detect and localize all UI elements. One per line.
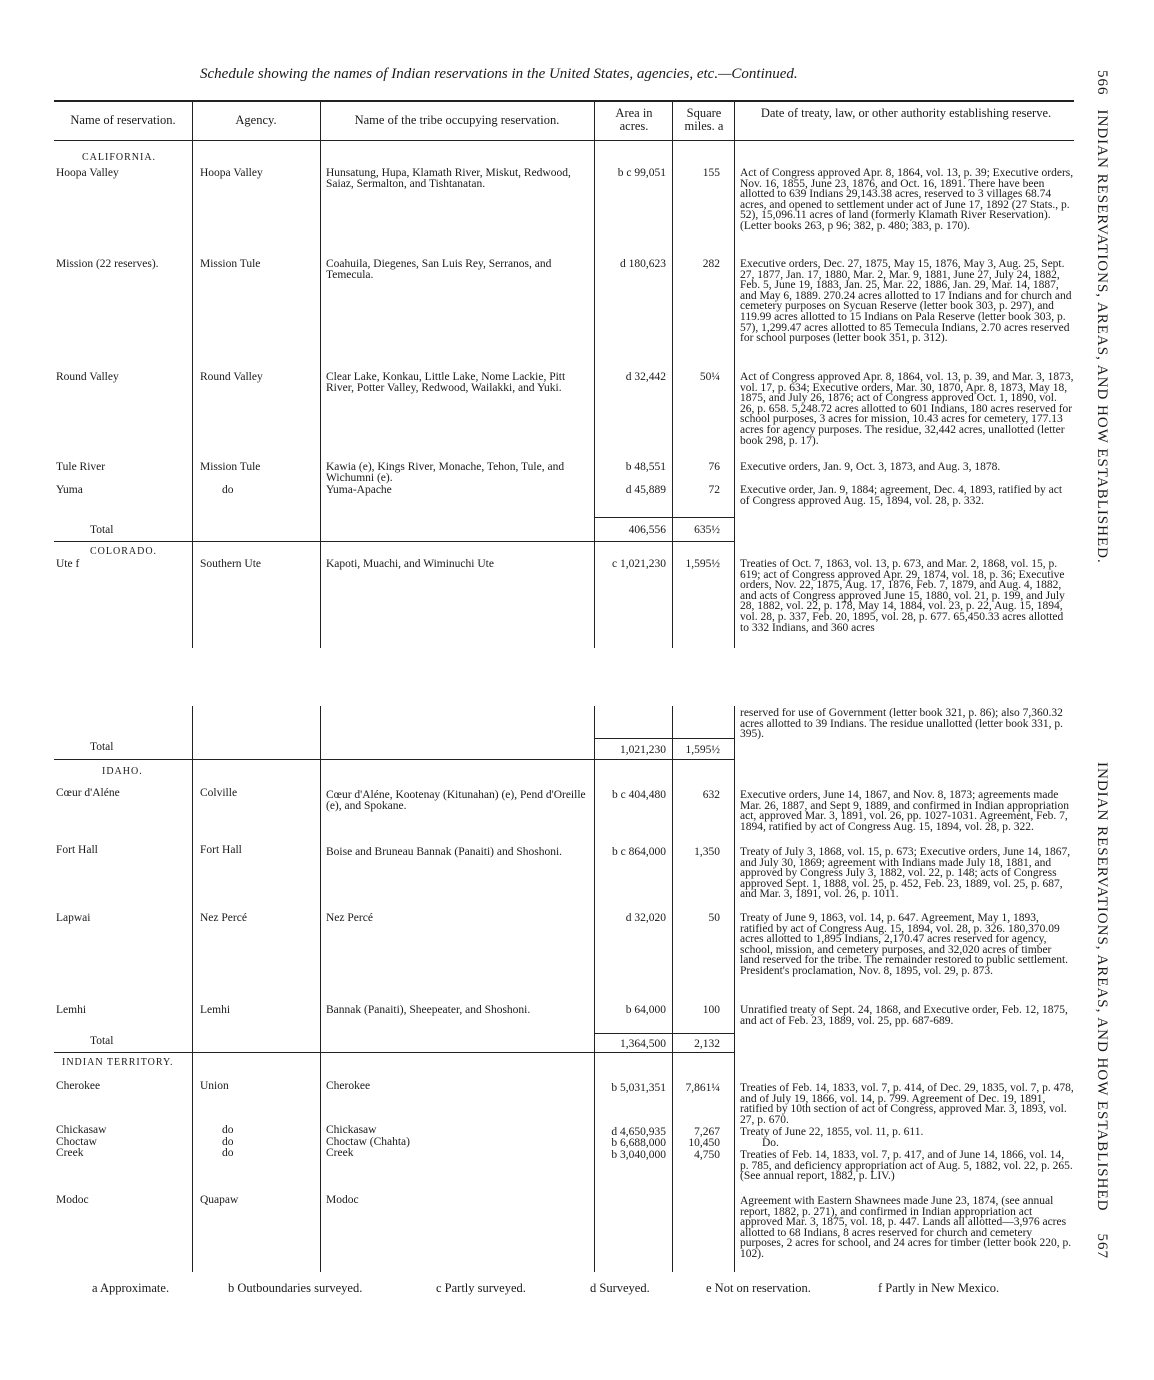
total-square-miles: 1,595½ bbox=[685, 744, 720, 756]
state-heading: IDAHO. bbox=[102, 766, 143, 777]
square-miles: 50¼ bbox=[699, 371, 720, 383]
treaty-text: Unratified treaty of Sept. 24, 1868, and Executive order, Feb. 12, 1875, and act of Feb. 23, 1889, vol. 25, pp. 687-689. bbox=[740, 1004, 1068, 1027]
agency-name: Mission Tule bbox=[200, 258, 261, 270]
reservation-name: Ute f bbox=[56, 558, 80, 570]
state-heading: INDIAN TERRITORY. bbox=[62, 1057, 174, 1068]
col-divider bbox=[594, 706, 595, 1272]
reservation-name: Cœur d'Aléne bbox=[56, 787, 120, 799]
reservation-name: Modoc bbox=[56, 1194, 89, 1206]
col-divider bbox=[672, 706, 673, 1272]
reservation-name: Yuma bbox=[56, 484, 83, 496]
agency-name: Nez Percé bbox=[200, 912, 247, 924]
area-acres: b 6,688,000 bbox=[611, 1137, 666, 1149]
area-acres: b c 99,051 bbox=[617, 167, 666, 179]
square-miles: 1,350 bbox=[694, 846, 720, 858]
square-miles: 50 bbox=[708, 912, 720, 924]
treaty-text: Executive orders, June 14, 1867, and Nov. 8, 1873; agreements made Mar. 26, 1887, and Sept 9, 1889, and confirmed in Indian appropriation act, approved Mar. 3, 1891, vol. 26, pp. 1027-1031. Agreement, Feb. 7, 1894, ratified by act of Congress Aug. 15, 1894, vol. 28, p. 322. bbox=[740, 789, 1069, 833]
footnote-a: a Approximate. bbox=[92, 1281, 170, 1295]
square-miles: 1,595½ bbox=[685, 558, 720, 570]
reservation-name: Creek bbox=[56, 1147, 84, 1159]
sum-rule bbox=[594, 1033, 734, 1034]
reservation-name: Fort Hall bbox=[56, 844, 98, 856]
agency-name: Quapaw bbox=[200, 1194, 239, 1206]
treaty-text: Agreement with Eastern Shawnees made June 23, 1874, (see annual report, 1882, p. 271), and confirmed in Indian appropriation act approved Mar. 3, 1875, vol. 18, p. 447. Lands all allotted—3,976 acres allotted to 68 Indians, 8 acres reserved for church and cemetery purposes, 2 acres for school, and 24 acres for timber (letter book 220, p. 102). bbox=[740, 1195, 1072, 1260]
col-header-agency: Agency. bbox=[235, 113, 277, 127]
total-square-miles: 635½ bbox=[694, 524, 720, 536]
area-acres: d 180,623 bbox=[620, 258, 666, 270]
square-miles: 7,861¼ bbox=[685, 1082, 720, 1094]
total-label: Total bbox=[90, 741, 114, 753]
treaty-text: Executive orders, Jan. 9, Oct. 3, 1873, and Aug. 3, 1878. bbox=[740, 461, 1001, 473]
page-number-top: 566 bbox=[1094, 70, 1110, 96]
total-square-miles: 2,132 bbox=[694, 1038, 720, 1050]
agency-name: do bbox=[222, 484, 234, 496]
footnote-f: f Partly in New Mexico. bbox=[878, 1281, 1000, 1295]
reservation-name: Hoopa Valley bbox=[56, 167, 119, 179]
footnote-c: c Partly surveyed. bbox=[436, 1281, 526, 1295]
agency-name: Colville bbox=[200, 787, 238, 799]
col-header-tribe: Name of the tribe occupying reservation. bbox=[354, 113, 560, 127]
col-divider bbox=[192, 102, 193, 648]
square-miles: 4,750 bbox=[694, 1149, 720, 1161]
reservation-name: Mission (22 reserves). bbox=[56, 258, 159, 270]
col-header-square-miles: Square miles. a bbox=[684, 106, 724, 133]
tribe-name: Kapoti, Muachi, and Wiminuchi Ute bbox=[326, 558, 494, 570]
running-head-top bbox=[1093, 70, 1110, 564]
agency-name: Southern Ute bbox=[200, 558, 262, 570]
treaty-text: Do. bbox=[762, 1137, 779, 1149]
agency-name: Round Valley bbox=[200, 371, 263, 383]
square-miles: 72 bbox=[708, 484, 720, 496]
reservation-name: Chickasaw bbox=[56, 1124, 107, 1136]
treaty-text: Treaty of June 22, 1855, vol. 11, p. 611. bbox=[740, 1126, 924, 1138]
running-head-top-text: INDIAN RESERVATIONS, AREAS, AND HOW ESTABLISHED. bbox=[1094, 109, 1110, 564]
col-header-area: Area in acres. bbox=[615, 106, 653, 133]
state-heading: COLORADO. bbox=[90, 546, 158, 557]
tribe-name: Bannak (Panaiti), Sheepeater, and Shoshoni. bbox=[326, 1004, 531, 1016]
treaty-text-continued: reserved for use of Government (letter book 321, p. 86); also 7,360.32 acres allotted to 39 Indians. The residue unallotted (letter book 331, p. 395). bbox=[740, 707, 1063, 741]
tribe-name: Choctaw (Chahta) bbox=[326, 1136, 410, 1148]
tribe-name: Nez Percé bbox=[326, 912, 373, 924]
col-divider bbox=[320, 706, 321, 1272]
treaty-text: Act of Congress approved Apr. 8, 1864, vol. 13, p. 39; Executive orders, Nov. 16, 1855, June 23, 1876, and Oct. 16, 1891. There have been allotted to 639 Indians 29,143.38 acres, reserved to 3 villages 68.74 acres, and opened to settlement under act of June 17, 1892 (27 Stats., p. 52), 15,096.11 acres of land (formerly Klamath River Reservation). (Letter books 263, p 96; 382, p. 480; 383, p. 170). bbox=[740, 167, 1074, 232]
col-header-treaty: Date of treaty, law, or other authority establishing reserve. bbox=[760, 106, 1052, 120]
page-number-bottom: 567 bbox=[1094, 1233, 1110, 1259]
reservation-name: Lapwai bbox=[56, 912, 91, 924]
tribe-name: Cœur d'Aléne, Kootenay (Kitunahan) (e), Pend d'Oreille (e), and Spokane. bbox=[326, 789, 586, 812]
section-rule bbox=[54, 1052, 734, 1053]
area-acres: d 32,020 bbox=[625, 912, 666, 924]
area-acres: b 64,000 bbox=[625, 1004, 666, 1016]
total-label: Total bbox=[90, 1035, 114, 1047]
total-area: 406,556 bbox=[628, 524, 666, 536]
agency-name: Fort Hall bbox=[200, 844, 242, 856]
footnote-b: b Outboundaries surveyed. bbox=[228, 1281, 363, 1295]
col-divider bbox=[594, 102, 595, 648]
footnote-e: e Not on reservation. bbox=[706, 1281, 811, 1295]
area-acres: b c 404,480 bbox=[612, 789, 666, 801]
col-divider bbox=[734, 102, 735, 648]
col-divider bbox=[192, 706, 193, 1272]
state-heading: CALIFORNIA. bbox=[82, 152, 157, 163]
area-acres: d 4,650,935 bbox=[611, 1126, 666, 1138]
col-divider bbox=[320, 102, 321, 648]
header-rule bbox=[54, 140, 1074, 141]
section-rule bbox=[54, 759, 734, 760]
col-divider bbox=[672, 102, 673, 648]
tribe-name: Kawia (e), Kings River, Monache, Tehon, Tule, and Wichumni (e). bbox=[326, 461, 565, 484]
total-area: 1,364,500 bbox=[620, 1038, 666, 1050]
tribe-name: Cherokee bbox=[326, 1080, 371, 1092]
area-acres: d 45,889 bbox=[625, 484, 666, 496]
treaty-text: Treaties of Oct. 7, 1863, vol. 13, p. 673, and Mar. 2, 1868, vol. 15, p. 619; act of Congress approved Apr. 29, 1874, vol. 18, p. 36; Executive orders, Nov. 22, 1875, Aug. 17, 1876, Feb. 7, 1879, and Aug. 4, 1882, and acts of Congress approved June 15, 1880, vol. 21, p. 199, and July 28, 1882, vol. 22, p. 178, May 14, 1884, vol. 23, p. 22, Aug. 15, 1894, vol. 28, p. 337, Feb. 20, 1895, vol. 28, p. 677. 65,450.33 acres allotted to 332 Indians, and 360 acres bbox=[740, 558, 1065, 634]
tribe-name: Modoc bbox=[326, 1194, 359, 1206]
square-miles: 76 bbox=[708, 461, 720, 473]
reservation-name: Tule River bbox=[56, 461, 106, 473]
agency-name: do bbox=[222, 1124, 234, 1136]
area-acres: b 48,551 bbox=[625, 461, 666, 473]
sum-rule bbox=[594, 517, 734, 518]
area-acres: b 3,040,000 bbox=[611, 1149, 666, 1161]
square-miles: 10,450 bbox=[688, 1137, 720, 1149]
area-acres: b 5,031,351 bbox=[611, 1082, 666, 1094]
square-miles: 282 bbox=[702, 258, 720, 270]
total-label: Total bbox=[90, 524, 114, 536]
col-header-name: Name of reservation. bbox=[70, 113, 176, 127]
treaty-text: Act of Congress approved Apr. 8, 1864, vol. 13, p. 39, and Mar. 3, 1873, vol. 17, p. 634; Executive orders, Mar. 30, 1870, Apr. 8, 1873, May 18, 1875, and July 26, 1876; act of Congress approved Oct. 1, 1890, vol. 26, p. 658. 5,248.72 acres allotted to 601 Indians, 180 acres reserved for school purposes, 3 acres for mission, 10.43 acres for cemetery, 177.13 acres for agency purposes. The residue, 32,442 acres, unallotted (letter book 298, p. 17). bbox=[740, 371, 1074, 447]
footnote-d: d Surveyed. bbox=[590, 1281, 650, 1295]
square-miles: 7,267 bbox=[694, 1126, 720, 1138]
reservation-name: Choctaw bbox=[56, 1136, 97, 1148]
sum-rule bbox=[594, 738, 734, 739]
treaty-text: Treaty of June 9, 1863, vol. 14, p. 647. Agreement, May 1, 1893, ratified by act of Congress Aug. 15, 1894, vol. 28, p. 326. 180,370.09 acres allotted to 1,895 Indians, 2,170.47 acres reserved for agency, school, mission, and cemetery purposes, and 32,020 acres of timber land reserved for the tribe. The remainder restored to public settlement. President's proclamation, Nov. 8, 1895, vol. 29, p. 873. bbox=[740, 912, 1069, 977]
area-acres: c 1,021,230 bbox=[612, 558, 666, 570]
tribe-name: Hunsatung, Hupa, Klamath River, Miskut, Redwood, Saiaz, Sermalton, and Tishtanatan. bbox=[326, 167, 571, 190]
treaty-text: Executive order, Jan. 9, 1884; agreement, Dec. 4, 1893, ratified by act of Congress approved Aug. 15, 1894, vol. 28, p. 332. bbox=[740, 484, 1063, 507]
agency-name: Hoopa Valley bbox=[200, 167, 263, 179]
table-top-rule bbox=[54, 100, 1074, 102]
page-title: Schedule showing the names of Indian reservations in the United States, agencies, etc.—Continued. bbox=[200, 66, 798, 82]
tribe-name: Boise and Bruneau Bannak (Panaiti) and Shoshoni. bbox=[326, 846, 563, 858]
tribe-name: Creek bbox=[326, 1147, 354, 1159]
section-rule bbox=[54, 541, 734, 542]
running-head-bottom bbox=[1093, 762, 1110, 1259]
reservation-name: Cherokee bbox=[56, 1080, 101, 1092]
reservation-name: Lemhi bbox=[56, 1004, 87, 1016]
agency-name: do bbox=[222, 1147, 234, 1159]
running-head-bottom-text: INDIAN RESERVATIONS, AREAS, AND HOW ESTABLISHED bbox=[1094, 762, 1110, 1212]
agency-name: Lemhi bbox=[200, 1004, 231, 1016]
agency-name: do bbox=[222, 1136, 234, 1148]
treaty-text: Treaties of Feb. 14, 1833, vol. 7, p. 417, and of June 14, 1866, vol. 14, p. 785, and deficiency appropriation act of Aug. 5, 1882, vol. 22, p. 265. (See annual report, 1882, p. LIV.) bbox=[740, 1149, 1073, 1183]
treaty-text: Treaties of Feb. 14, 1833, vol. 7, p. 414, of Dec. 29, 1835, vol. 7, p. 478, and of July 19, 1866, vol. 14, p. 799. Agreement of Dec. 19, 1891, ratified by 10th section of act of Congress, approved Mar. 3, 1893, vol. 27, p. 670. bbox=[740, 1082, 1074, 1126]
tribe-name: Chickasaw bbox=[326, 1124, 377, 1136]
tribe-name: Clear Lake, Konkau, Little Lake, Nome Lackie, Pitt River, Potter Valley, Redwood, Wailakki, and Yuki. bbox=[326, 371, 566, 394]
square-miles: 155 bbox=[702, 167, 720, 179]
reservation-name: Round Valley bbox=[56, 371, 119, 383]
area-acres: b c 864,000 bbox=[612, 846, 666, 858]
treaty-text: Executive orders, Dec. 27, 1875, May 15, 1876, May 3, Aug. 25, Sept. 27, 1877, Jan. 17, 1880, Mar. 2, Mar. 9, 1881, June 27, July 24, 1882, Feb. 5, June 19, 1883, Jan. 25, Mar. 22, 1886, Jan. 29, Mar. 14, 1887, and May 6, 1889. 270.24 acres allotted to 17 Indians and for church and cemetery purposes on Sycuan Reserve (letter book 303, p. 297), and 119.99 acres allotted to 15 Indians on Pala Reserve (letter book 303, p. 57), 1,299.47 acres allotted to 85 Temecula Indians, 2.70 acres reserved for school purposes (letter book 351, p. 312). bbox=[740, 258, 1072, 345]
total-area: 1,021,230 bbox=[620, 744, 666, 756]
square-miles: 632 bbox=[702, 789, 720, 801]
agency-name: Mission Tule bbox=[200, 461, 261, 473]
area-acres: d 32,442 bbox=[625, 371, 666, 383]
square-miles: 100 bbox=[702, 1004, 720, 1016]
col-divider bbox=[734, 706, 735, 1272]
treaty-text: Treaty of July 3, 1868, vol. 15, p. 673; Executive orders, June 14, 1867, and July 30, 1869; agreement with Indians made July 18, 1881, and approved by Congress July 3, 1882, vol. 22, p. 148; acts of Congress approved Sept. 1, 1888, vol. 25, p. 452, Feb. 23, 1889, vol. 25, p. 687, and Mar. 3, 1891, vol. 26, p. 1011. bbox=[740, 846, 1071, 901]
tribe-name: Yuma-Apache bbox=[326, 484, 392, 496]
tribe-name: Coahuila, Diegenes, San Luis Rey, Serranos, and Temecula. bbox=[326, 258, 552, 281]
agency-name: Union bbox=[200, 1080, 229, 1092]
